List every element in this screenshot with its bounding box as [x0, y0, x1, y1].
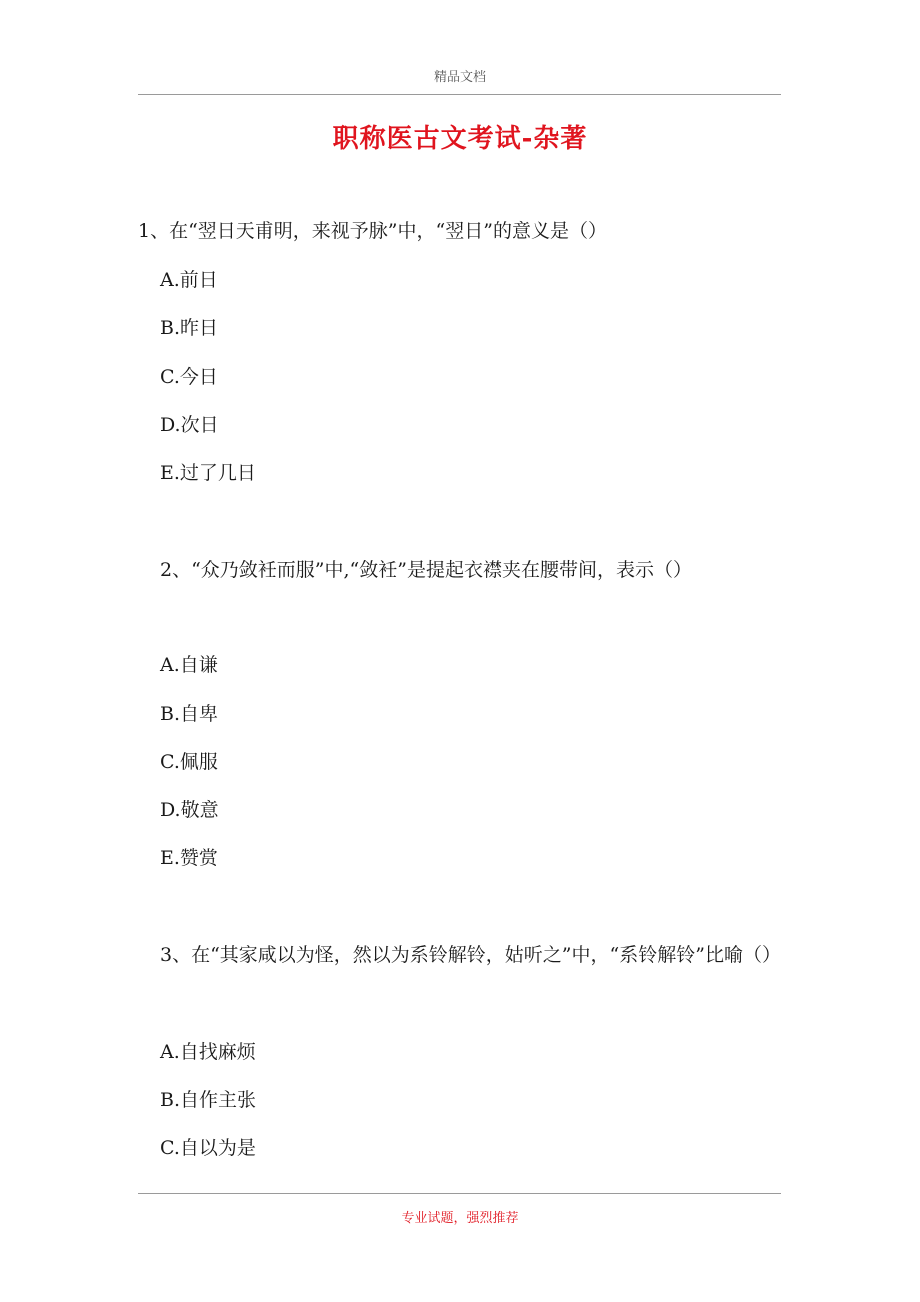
- page-header: 精品文档: [433, 70, 486, 85]
- question-1-option-a: A.前日: [160, 269, 218, 291]
- page-footer: 专业试题，强烈推荐: [401, 1211, 519, 1226]
- question-1-option-d: D.次日: [160, 414, 219, 436]
- header-rule: [138, 94, 781, 95]
- question-2-option-e: E.赞赏: [160, 847, 218, 869]
- question-3-option-c: C.自以为是: [160, 1137, 256, 1159]
- question-2-option-a: A.自谦: [160, 654, 218, 676]
- page-title: 职称医古文考试-杂著: [332, 124, 588, 154]
- question-1-option-c: C.今日: [160, 366, 218, 388]
- question-3-stem: 3、在“其家咸以为怪，然以为系铃解铃，姑听之”中，“系铃解铃”比喻（）: [160, 944, 781, 966]
- footer-rule: [138, 1193, 781, 1194]
- question-1-option-e: E.过了几日: [160, 462, 256, 484]
- question-3-option-a: A.自找麻烦: [160, 1041, 256, 1063]
- question-2-option-c: C.佩服: [160, 751, 218, 773]
- question-1-stem: 1、在“翌日天甫明，来视予脉”中，“翌日”的意义是（）: [138, 220, 607, 242]
- question-2-option-d: D.敬意: [160, 799, 219, 821]
- question-2-option-b: B.自卑: [160, 703, 219, 725]
- question-3-option-b: B.自作主张: [160, 1089, 257, 1111]
- question-2-stem: 2、“众乃敛衽而服”中,“敛衽”是提起衣襟夹在腰带间，表示（）: [160, 559, 692, 581]
- question-1-option-b: B.昨日: [160, 317, 219, 339]
